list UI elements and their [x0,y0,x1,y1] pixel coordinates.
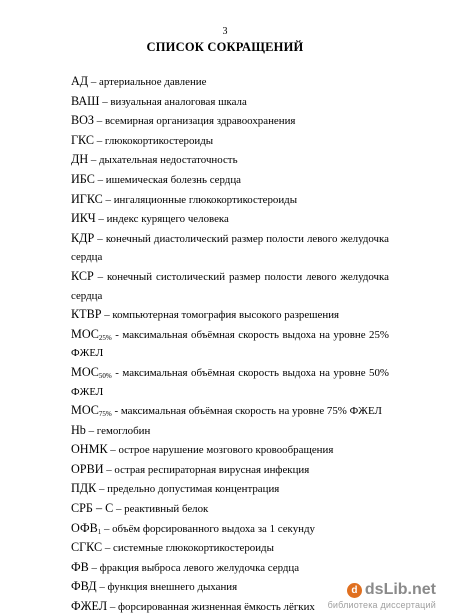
list-item [71,267,389,305]
abbreviation-definition: предельно допустимая концентрация [107,483,280,496]
separator-dash: – [94,173,106,186]
abbreviation-definition: индекс курящего человека [106,213,229,226]
list-item [71,131,389,151]
abbreviation-subscript: 1 [97,527,102,536]
abbreviation-term: ИКЧ [71,211,96,226]
separator-dash: – [88,154,100,167]
separator-dash: – [94,232,106,245]
list-item [71,150,389,170]
list-item [71,209,389,229]
separator-dash: – [103,463,115,476]
separator-dash: – [96,483,108,496]
list-item [71,440,389,460]
list-item [71,421,389,441]
abbreviation-term: МОС [71,364,99,379]
abbreviation-definition: всемирная организация здравоохранения [104,115,296,128]
separator-dash: – [96,581,108,594]
abbreviation-term: ОРВИ [71,461,104,476]
separator-dash: – [93,270,108,283]
abbreviation-definition: конечный диастолический размер полости левого желудочка сердца [71,232,389,264]
separator-dash: – [94,134,105,147]
separator-dash: – [101,522,113,535]
list-item [71,305,389,325]
abbreviation-term: МОС [71,403,99,418]
abbreviation-term: ВОЗ [71,113,95,128]
abbreviation-term: СГКС [71,540,103,555]
abbreviation-term: АД [71,74,89,88]
separator-dash: – [101,309,113,322]
list-item [71,325,389,363]
list-item [71,479,389,499]
separator-dash: – [99,95,111,108]
separator-dash: – [102,542,114,555]
abbreviation-definition: максимальная объёмная скорость выдоха на уровне 25% ФЖЕЛ [71,328,390,360]
separator-dash: – [88,561,100,574]
page-title: СПИСОК СОКРАЩЕНИЙ [146,40,304,54]
abbreviation-definition: визуальная аналоговая шкала [110,95,247,108]
abbreviation-definition: ингаляционные глюкокортикостероиды [113,193,298,206]
abbreviation-term: КТВР [71,307,102,322]
list-item [71,111,389,131]
abbreviation-subscript: 25% [98,333,112,342]
list-item [71,558,389,578]
list-item [71,72,389,92]
watermark-tagline: библиотека диссертаций [327,600,436,610]
abbreviation-term: ГКС [71,132,95,147]
abbreviation-term: ФВД [71,579,97,594]
abbreviation-definition: фракция выброса левого желудочка сердца [99,561,300,574]
list-item [71,92,389,112]
abbreviation-term: ФВ [71,559,89,574]
abbreviation-term: МОС [71,326,99,341]
abbreviation-definition: компьютерная томография высокого разрешения [112,309,340,322]
abbreviation-subscript: 75% [98,410,112,419]
dslib-logo-icon: d [347,583,362,598]
separator-dash: – [95,213,107,226]
abbreviation-term: ИБС [71,171,95,186]
abbreviation-term: Hb [71,422,86,437]
separator-dash: - [111,328,123,341]
abbreviation-definition: дыхательная недостаточность [99,154,238,167]
abbreviation-term: СРБ – С [71,501,114,516]
abbreviation-term: ВАШ [71,93,100,108]
abbreviation-definition: ишемическая болезнь сердца [105,173,241,186]
abbreviation-definition: реактивный белок [124,503,209,516]
abbreviation-definition: артериальное давление [99,76,207,88]
abbreviation-term: ФЖЕЛ [71,599,108,614]
separator-dash: – [102,193,114,206]
list-item [71,363,389,401]
abbreviation-term: ОФВ [71,520,98,535]
separator-dash: – [107,601,118,614]
separator-dash: - [111,405,121,418]
abbreviation-definition: системные глюкокортикостероиды [113,542,274,555]
abbreviation-term: ИГКС [71,191,103,206]
abbreviation-term: КСР [71,268,94,283]
abbreviation-term: ПДК [71,481,97,496]
separator-dash: – [85,424,97,437]
separator-dash: – [107,444,119,457]
abbreviation-subscript: 50% [98,371,112,380]
list-item [71,460,389,480]
watermark-logo-text: dsLib.net [364,581,436,598]
separator-dash: – [88,76,100,88]
watermark-logo [328,582,436,598]
list-item [71,170,389,190]
abbreviation-definition: максимальная объёмная скорость выдоха на уровне 50% ФЖЕЛ [71,366,390,398]
list-item [71,229,389,267]
list-item [71,538,389,558]
abbreviation-definition: гемоглобин [96,424,151,437]
abbreviation-definition: острая респираторная вирусная инфекция [114,463,310,476]
abbreviation-definition: максимальная объёмная скорость на уровне 75% ФЖЕЛ [120,405,382,418]
abbreviation-definition: форсированная жизненная ёмкость лёгких [118,601,315,614]
abbreviation-definition: острое нарушение мозгового кровообращения [118,444,334,457]
list-item [71,499,389,519]
abbreviation-list [71,72,389,615]
abbreviation-term: ОНМК [71,442,108,457]
list-item [71,519,389,539]
abbreviation-term: ДН [71,152,89,167]
page-number: 3 [222,26,228,37]
abbreviation-definition: объём форсированного выдоха за 1 секунду [112,522,315,535]
abbreviation-definition: глюкокортикостероиды [104,134,214,147]
separator-dash: - [111,366,123,379]
abbreviation-definition: функция внешнего дыхания [107,581,238,594]
separator-dash: – [113,503,125,516]
list-item [71,401,389,421]
list-item [71,190,389,210]
dslib-watermark-link[interactable] [328,582,436,610]
abbreviation-term: КДР [71,230,95,245]
separator-dash: – [94,115,105,128]
abbreviation-definition: конечный систолический размер полости левого желудочка сердца [71,270,389,302]
